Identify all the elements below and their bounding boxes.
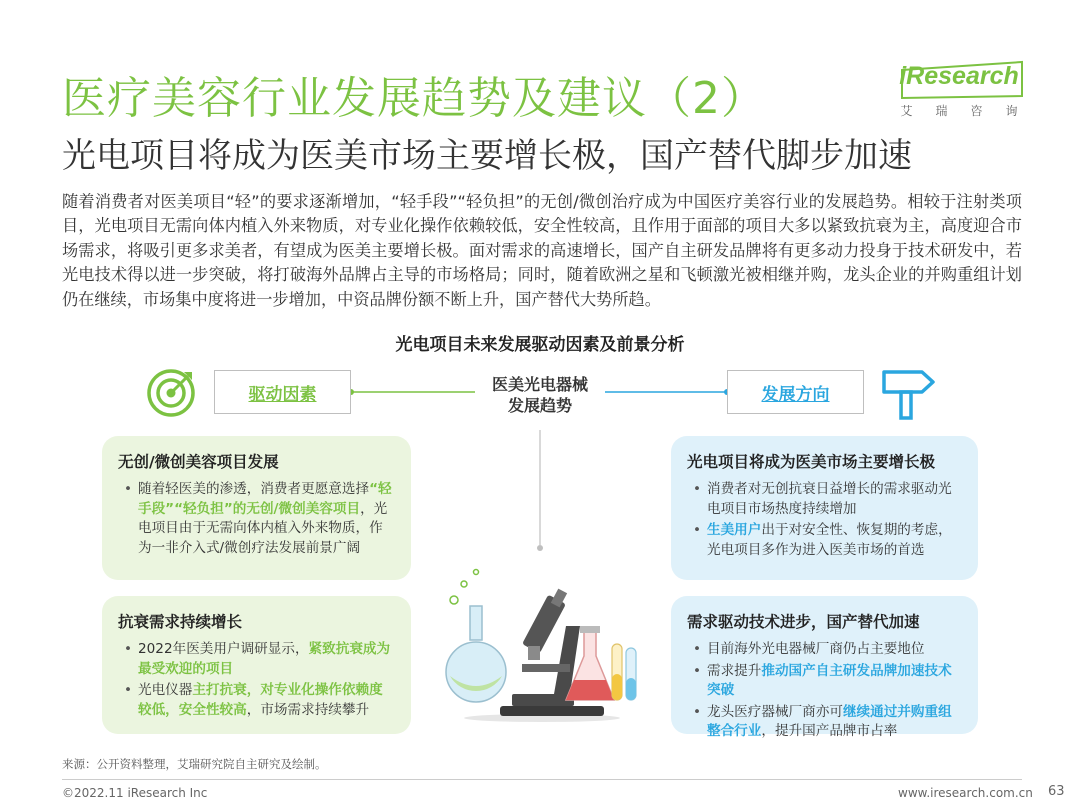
- center-label: [470, 374, 610, 416]
- logo-char: 艾: [900, 104, 919, 118]
- driving-factors-tag: [214, 370, 351, 414]
- list-item: • 龙头医疗器械厂商亦可继续通过并购重组整合行业，提升国产品牌市占率: [687, 703, 962, 742]
- box-title: 无创/微创美容项目发展: [118, 453, 279, 471]
- logo-text: iResearch: [899, 62, 1019, 90]
- footer-divider: [62, 779, 1022, 780]
- center-label-line1: 医美光电器械: [491, 375, 588, 394]
- intro-paragraph: 随着消费者对医美项目“轻”的要求逐渐增加，“轻手段”“轻负担”的无创/微创治疗成为中国医疗美容行业的发展趋势。相较于注射类项目，光电项目无需向体内植入外来物质，对专业化操作依赖较低，安全性较高，且作用于面部的项目大多以紧致抗衰为主，高度迎合市场需求，将吸引更多求美者，有望成为医美主要增长极。面对需求的高速增长，国产自主研发品牌将有更多动力投身于技术研发中，若光电技术得以进一步突破，将打破海外品牌占主导的市场格局；同时，随着欧洲之星和飞顿激光被相继并购，龙头企业的并购重组计划仍在继续，市场集中度将进一步增加，中资品牌份额不断上升，国产替代大势所趋。: [62, 192, 1022, 309]
- box-minimally-invasive: [102, 436, 411, 580]
- source-note: 来源：公开资料整理，艾瑞研究院自主研究及绘制。: [62, 757, 327, 771]
- page-subtitle: 光电项目将成为医美市场主要增长极，国产替代脚步加速: [62, 136, 912, 176]
- box-title: 光电项目将成为医美市场主要增长极: [687, 453, 936, 471]
- logo-char: 询: [1005, 104, 1024, 118]
- box-title: 需求驱动技术进步，国产替代加速: [687, 613, 920, 631]
- center-label-line2: 发展趋势: [507, 396, 572, 415]
- logo-char: 瑞: [935, 104, 954, 118]
- box-growth-pole: [671, 436, 978, 580]
- list-item: • 随着轻医美的渗透，消费者更愿意选择“轻手段”“轻负担”的无创/微创美容项目，光电项目由于无需向体内植入外来物质，作为一非介入式/微创疗法发展前景广阔: [118, 480, 395, 558]
- list-item: • 2022年医美用户调研显示，紧致抗衰成为最受欢迎的项目: [118, 640, 395, 679]
- copyright: ©2022.11 iResearch Inc: [62, 786, 208, 800]
- development-direction-tag: [727, 370, 864, 414]
- driving-factors-label: 驱动因素: [248, 384, 317, 405]
- signpost-icon: [882, 366, 936, 422]
- diagram-title: 光电项目未来发展驱动因素及前景分析: [395, 335, 685, 355]
- list-item: • 目前海外光电器械厂商仍占主要地位: [687, 640, 962, 660]
- list-item: • 消费者对无创抗衰日益增长的需求驱动光电项目市场热度持续增加: [687, 480, 962, 519]
- logo-char: 咨: [970, 104, 989, 118]
- box-anti-aging-demand: [102, 596, 411, 734]
- page-title: 医疗美容行业发展趋势及建议（2）: [62, 73, 766, 124]
- box-domestic-substitution: [671, 596, 978, 739]
- list-item: • 生美用户出于对安全性、恢复期的考虑，光电项目多作为进入医美市场的首选: [687, 521, 962, 560]
- box-title: 抗衰需求持续增长: [118, 613, 243, 631]
- lab-equipment-illustration: [442, 556, 642, 726]
- website-link[interactable]: www.iresearch.com.cn: [898, 786, 1033, 800]
- development-direction-label: 发展方向: [761, 384, 830, 405]
- list-item: • 需求提升推动国产自主研发品牌加速技术突破: [687, 662, 962, 701]
- list-item: • 光电仪器主打抗衰，对专业化操作依赖度较低，安全性较高，市场需求持续攀升: [118, 681, 395, 720]
- page-number: 63: [1048, 784, 1065, 799]
- target-icon: [146, 368, 196, 418]
